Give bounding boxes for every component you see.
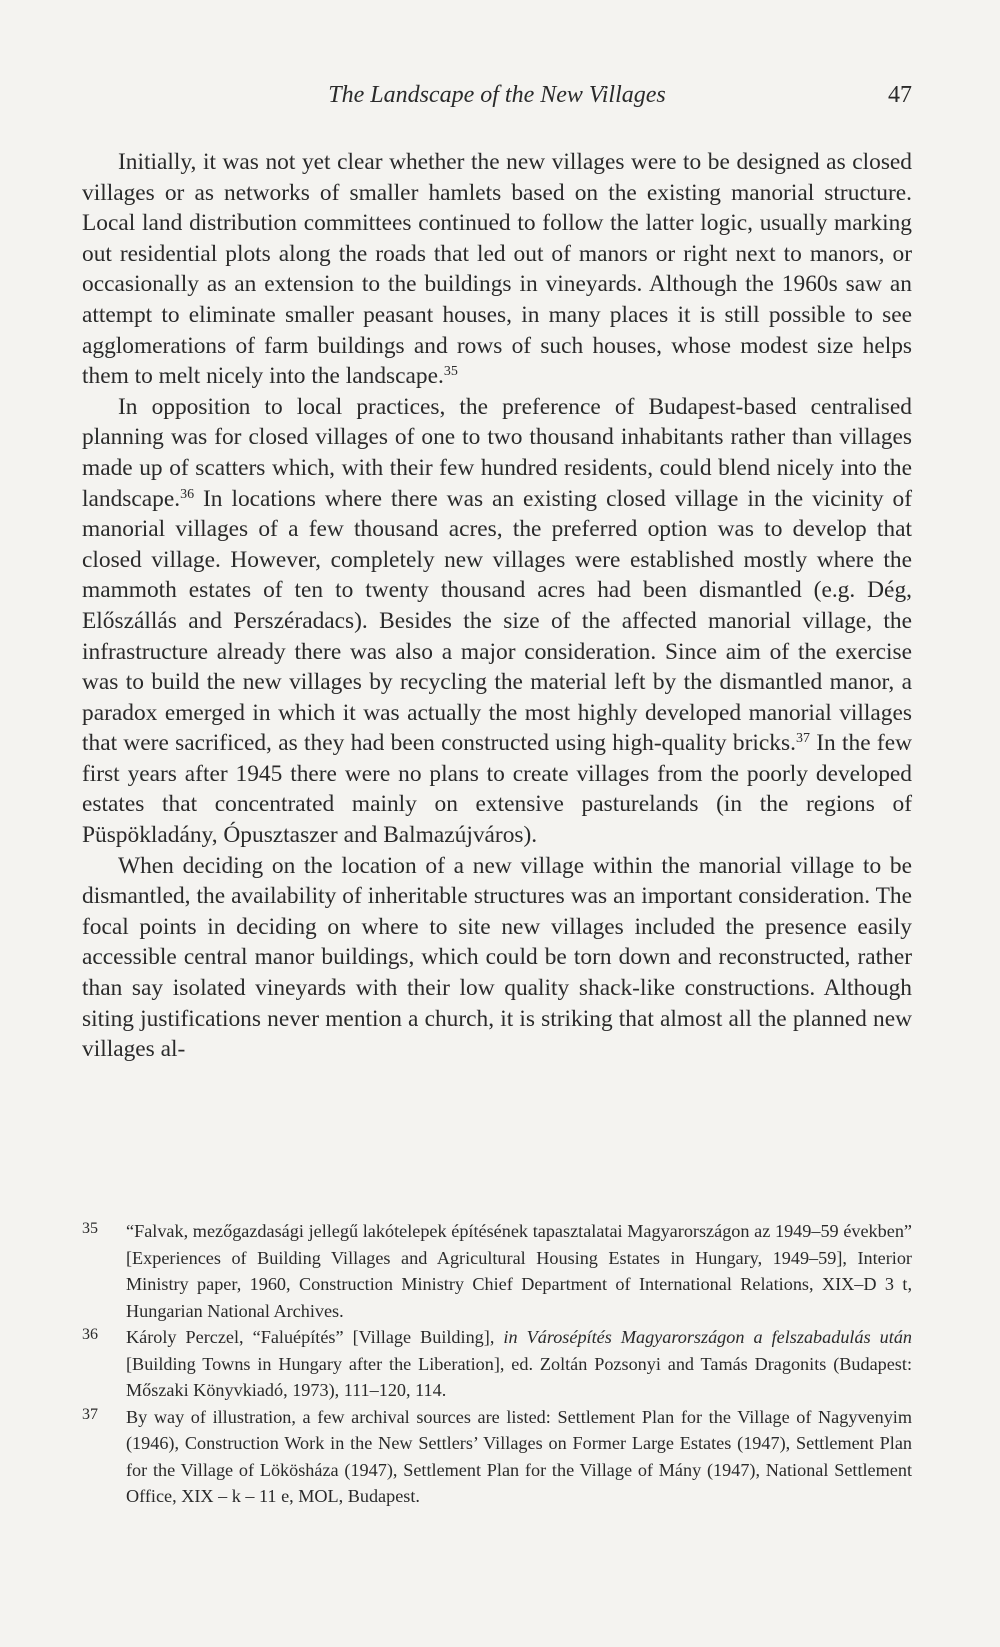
running-title: The Landscape of the New Villages (328, 82, 666, 108)
footnote-number: 36 (82, 1326, 98, 1343)
footnotes (82, 1218, 912, 1510)
footnote-number: 35 (82, 1220, 98, 1237)
paragraph-text: Initially, it was not yet clear whether the new villages were to be designed as closed villages or as networks of smaller hamlets based on the existing manorial structure. Local land distribution committees continued to follow the latter logic, usually marking out residential plots along the roads that led out of manors or right next to manors, or occasionally as an extension to the buildings in vineyards. Although the 1960s saw an attempt to eliminate smaller peasant houses, in many places it is still possible to see agglomerations of farm buildings and rows of such houses, whose modest size helps them to melt nicely into the landscape. (82, 149, 912, 390)
footnote-ref[interactable]: 37 (795, 731, 810, 747)
footnote-number: 37 (82, 1405, 98, 1423)
footnote-text: “Falvak, mezőgazdasági jellegű lakótelepek építésének tapasztalatai Magyarországon az 1949–59 években” [Experiences of Building Villages and Agricultural Housing Estates in Hungary, 1949–59], Interior Ministry paper, 1960, Construction Ministry Chief Department of International Relations, XIX–D 3 t, Hungarian National Archives. (126, 1221, 912, 1321)
footnote-text: Károly Perczel, “Faluépítés” [Village Building], (126, 1327, 504, 1347)
paragraph-text: In opposition to local practices, the preference of Budapest-based centralised planning was for closed villages of one to two thousand inhabitants rather than villages made up of scatters which, with their few hundred residents, could blend nicely into the landscape. (82, 393, 912, 512)
paragraph-text: In the few first years after 1945 there were no plans to create villages from the poorly developed estates that concentrated mainly on extensive pasturelands (in the regions of Püspökladány, Ópusztaszer and Balmazújváros). (82, 730, 912, 849)
paragraph-text: In locations where there was an existing closed village in the vicinity of manorial villages of a few thousand acres, the preferred option was to develop that closed village. However, completely new villages were established mostly where the mammoth estates of ten to twenty thousand acres had been dismantled (e.g. Dég, Előszállás and Perszéradacs). Besides the size of the affected manorial village, the infrastructure already there was also a major consideration. Since aim of the exercise was to build the new villages by recycling the material left by the dismantled manor, a paradox emerged in which it was actually the most highly developed manorial villages that were sacrificed, as they had been constructed using high-quality bricks. (82, 485, 912, 757)
footnote-text: [Building Towns in Hungary after the Liberation], ed. Zoltán Pozsonyi and Tamás Dragonits (Budapest: Mőszaki Könyvkiadó, 1973), 111–120, 114. (126, 1353, 912, 1400)
paragraph (82, 851, 912, 1065)
footnote-ref[interactable]: 36 (180, 486, 195, 502)
footnote-in-word: in (503, 1327, 518, 1347)
paragraph (82, 147, 912, 392)
running-header (82, 82, 912, 118)
footnote-ref[interactable]: 35 (443, 364, 458, 380)
footnote-italic-title: Városépítés Magyarországon a felszabadulás után (526, 1327, 913, 1347)
footnote (82, 1218, 912, 1324)
body-text (82, 147, 912, 1065)
footnote (82, 1324, 912, 1404)
page-number: 47 (888, 82, 912, 108)
footnote (82, 1404, 912, 1510)
paragraph-text: When deciding on the location of a new village within the manorial village to be dismantled, the availability of inheritable structures was an important consideration. The focal points in deciding on where to site new villages included the presence easily accessible central manor buildings, which could be torn down and reconstructed, rather than say isolated vineyards with their low quality shack-like constructions. Although siting justifications never mention a church, it is striking that almost all the planned new villages al- (82, 852, 912, 1063)
footnote-text: By way of illustration, a few archival sources are listed: Settlement Plan for the Village of Nagyvenyim (1946), Construction Work in the New Settlers’ Villages on Former Large Estates (1947), Settlement Plan for the Village of Lökösháza (1947), Settlement Plan for the Village of Mány (1947), National Settlement Office, XIX – k – 11 e, MOL, Budapest. (126, 1406, 912, 1506)
paragraph (82, 392, 912, 851)
